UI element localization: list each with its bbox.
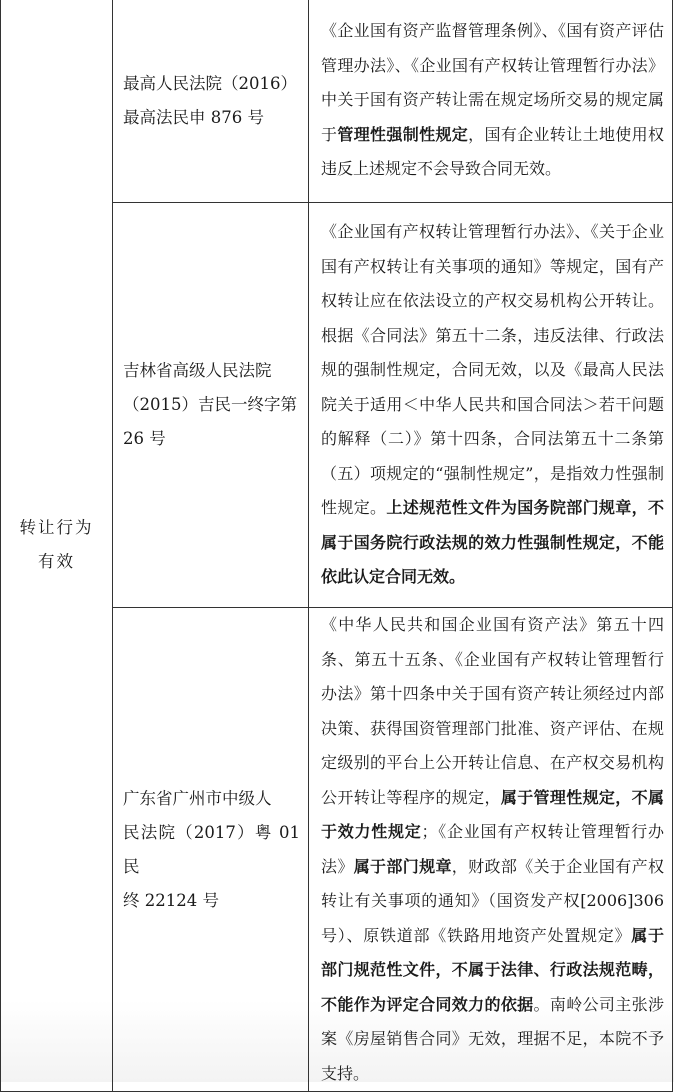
reason-text: 《中华人民共和国企业国有资产法》第五十四条、第五十五条、《企业国有产权转让管理暂行办法》第十四条中关于国有资产转让须经过内部决策、获得国资管理部门批准、资产评估、在规定级别的平台上公开转让信息、在产权交易机构公开转让等程序的规定， <box>321 615 664 807</box>
court-line: 26 号 <box>123 429 166 448</box>
reason-text-bold: 管理性强制性规定 <box>337 124 469 144</box>
court-line: 终 22124 号 <box>123 890 219 910</box>
court-line: （2015）吉民一终字第 <box>123 395 297 414</box>
reason-text-bold: 上述规范性文件为国务院部门规章，不属于国务院行政法规的效力性强制性规定，不能依此认定合同无效。 <box>321 498 664 587</box>
court-line: 民法院（2017）粤 01 民 <box>123 822 300 876</box>
reason-cell <box>309 0 673 203</box>
reason-text-bold: 属于管理性规定，不属于效力性规定 <box>321 787 664 841</box>
court-line: 最高人民法院（2016） <box>123 73 297 93</box>
reason-text-bold: 属于部门规章 <box>353 856 452 876</box>
court-cell <box>113 608 309 1092</box>
reason-cell <box>309 203 673 608</box>
table-row <box>1 0 673 203</box>
reason-text: ；《企业国有产权转让管理暂行办法》 <box>321 822 664 876</box>
reason-text: ，财政部《关于企业国有产权转让有关事项的通知》（国资发产权[2006]306 号）、原铁道部《铁路用地资产处置规定》 <box>321 856 664 945</box>
reason-text-bold: 属于部门规范性文件，不属于法律、行政法规范畴，不能作为评定合同效力的依据 <box>321 925 664 1014</box>
result-cell <box>1 0 113 1092</box>
reason-text: 。南岭公司主张涉案《房屋销售合同》无效，理据不足，本院不予支持。 <box>321 994 664 1083</box>
result-label-line: 转让行为 <box>19 518 94 537</box>
reason-text: 《企业国有产权转让管理暂行办法》、《关于企业国有产权转让有关事项的通知》等规定，国有产权转让应在依法设立的产权交易机构公开转让。根据《合同法》第五十二条，违反法律、行政法规的强制性规定，合同无效，以及《最高人民法院关于适用＜中华人民共和国合同法＞若干问题的解释（二）》第十四条，合同法第五十二条第（五）项规定的“强制性规定”，是指效力性强制性规定。 <box>321 222 664 518</box>
court-cell <box>113 203 309 608</box>
reason-text: 《企业国有资产监督管理条例》、《国有资产评估管理办法》、《企业国有产权转让管理暂行办法》中关于国有资产转让需在规定场所交易的规定属于 <box>321 21 664 144</box>
court-line: 最高法民申 876 号 <box>123 107 264 127</box>
result-label-line: 有效 <box>38 552 75 571</box>
reason-text: ，国有企业转让土地使用权违反上述规定不会导致合同无效。 <box>321 124 664 179</box>
court-line: 吉林省高级人民法院 <box>123 361 272 380</box>
court-line: 广东省广州市中级人 <box>123 788 272 808</box>
reason-cell <box>309 608 673 1092</box>
court-cell <box>113 0 309 203</box>
